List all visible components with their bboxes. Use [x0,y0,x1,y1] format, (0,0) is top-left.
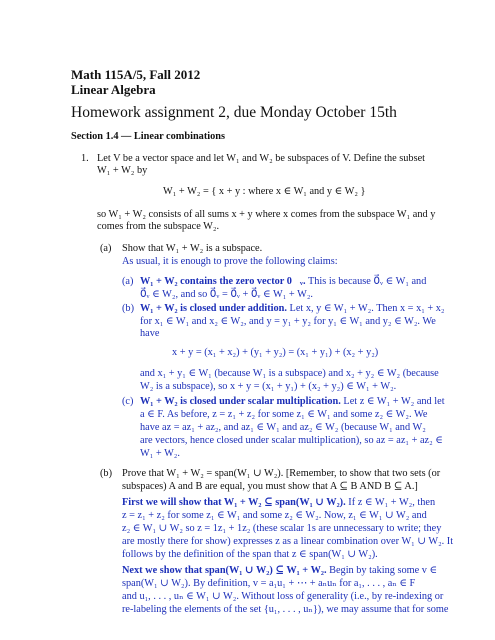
claim-b-line5: W₂ is a subspace), so x + y = (x₁ + y₁) + (x₂ + y₂) ∈ W₁ + W₂. [140,381,397,392]
claim-a-rest: This is because 0⃗ᵥ ∈ W₁ and [305,276,427,287]
part-b-first-line5: follows by the definition of the span that z ∈ span(W₁ ∪ W₂). [122,549,378,560]
claim-a-line2: 0⃗ᵥ ∈ W₂, and so 0⃗ᵥ = 0⃗ᵥ + 0⃗ᵥ ∈ W₁ + W₂. [140,289,313,300]
claim-a-line1 [140,276,426,288]
course-title: Math 115A/5, Fall 2012 [71,67,201,82]
part-b-first-rest: If z ∈ W₁ + W₂, then [345,497,436,508]
part-b-next-line2: span(W₁ ∪ W₂). By definition, v = a₁u₁ + ⋯ + aₙuₙ for a₁, . . . , aₙ ∈ F [122,578,416,589]
part-b-first-line1 [122,497,435,509]
section-title: Section 1.4 — Linear combinations [71,131,225,142]
part-b-prompt-line1: Prove that W₁ + W₂ = span(W₁ ∪ W₂). [Remember, to show that two sets (or [122,468,441,479]
part-a-prompt: Show that W₁ + W₂ is a subspace. [122,243,263,254]
assignment-title: Homework assignment 2, due Monday October 15th [71,104,397,121]
claim-b-label: (b) [122,303,135,314]
claim-b-line2: for x₁ ∈ W₁ and x₂ ∈ W₂, and y = y₁ + y₂ for y₁ ∈ W₁ and y₂ ∈ W₂. We [140,316,436,327]
part-b-first-line3: z₂ ∈ W₁ ∪ W₂ so z = 1z₁ + 1z₂ (these scalar 1s are unnecessary to write; they [122,523,442,534]
part-b-next-bold: Next we show that span(W₁ ∪ W₂) ⊆ W₁ + W₂. [122,565,327,576]
claim-b-rest: Let x, y ∈ W₁ + W₂. Then x = x₁ + x₂ [286,303,445,314]
part-b-first-line4: are mostly there for show) expresses z as a linear combination over W₁ ∪ W₂. It [122,536,454,547]
claim-c-label: (c) [122,396,134,407]
part-b-next-line1 [122,565,437,577]
claim-a-bold: W₁ + W₂ contains the zero vector 0⃗ᵥ. [140,276,306,287]
claim-b-line3: have [140,328,160,339]
part-b-next-line3: and u₁, . . . , uₙ ∈ W₁ ∪ W₂. Without loss of generality (i.e., by re-indexing or [122,591,444,602]
part-b-label: (b) [100,468,113,479]
part-b-prompt-line2: subspaces) A and B are equal, you must show that A ⊆ B AND B ⊆ A.] [122,481,418,492]
problem-number: 1. [81,153,89,164]
claim-c-bold: W₁ + W₂ is closed under scalar multiplication. [140,396,341,407]
claim-b-bold: W₁ + W₂ is closed under addition. [140,303,287,314]
part-b-next-rest: Begin by taking some v ∈ [326,565,438,576]
course-subject: Linear Algebra [71,82,156,97]
part-a-label: (a) [100,243,112,254]
problem-after-line1: so W₁ + W₂ consists of all sums x + y where x comes from the subspace W₁ and y [97,209,436,220]
part-b-next-line4: re-labeling the elements of the set {u₁, . . . , uₙ}), we may assume that for some [122,604,449,615]
claim-b-line1 [140,303,445,315]
claim-c-line5: W₁ + W₂. [140,448,180,459]
claim-b-line4: and x₁ + y₁ ∈ W₁ (because W₁ is a subspace) and x₂ + y₂ ∈ W₂ (because [140,368,439,379]
part-b-first-line2: z = z₁ + z₂ for some z₁ ∈ W₁ and some z₂ ∈ W₂. Now, z₁ ∈ W₁ ∪ W₂ and [122,510,427,521]
problem-intro-line2: W₁ + W₂ by [97,165,148,176]
claim-c-line3: have az = az₁ + az₂, and az₁ ∈ W₁ and az₂ ∈ W₂ (because W₁ and W₂ [140,422,426,433]
claim-a-label: (a) [122,276,134,287]
sum-definition: W₁ + W₂ = { x + y : where x ∈ W₁ and y ∈ W₂ } [163,186,366,197]
claim-c-line4: are vectors, hence closed under scalar multiplication), so az = az₁ + az₂ ∈ [140,435,443,446]
claim-c-rest: Let z ∈ W₁ + W₂ and let [340,396,445,407]
claim-c-line1 [140,396,445,408]
problem-after-line2: comes from the subspace W₂. [97,221,220,232]
claim-c-line2: a ∈ F. As before, z = z₁ + z₂ for some z₁ ∈ W₁ and some z₂ ∈ W₂. We [140,409,428,420]
part-b-first-bold: First we will show that W₁ + W₂ ⊆ span(W₁ ∪ W₂). [122,497,346,508]
part-a-answer-intro: As usual, it is enough to prove the following claims: [122,256,338,267]
problem-intro-line1: Let V be a vector space and let W₁ and W₂ be subspaces of V. Define the subset [97,153,426,164]
claim-b-equation: x + y = (x₁ + x₂) + (y₁ + y₂) = (x₁ + y₁) + (x₂ + y₂) [172,347,379,358]
